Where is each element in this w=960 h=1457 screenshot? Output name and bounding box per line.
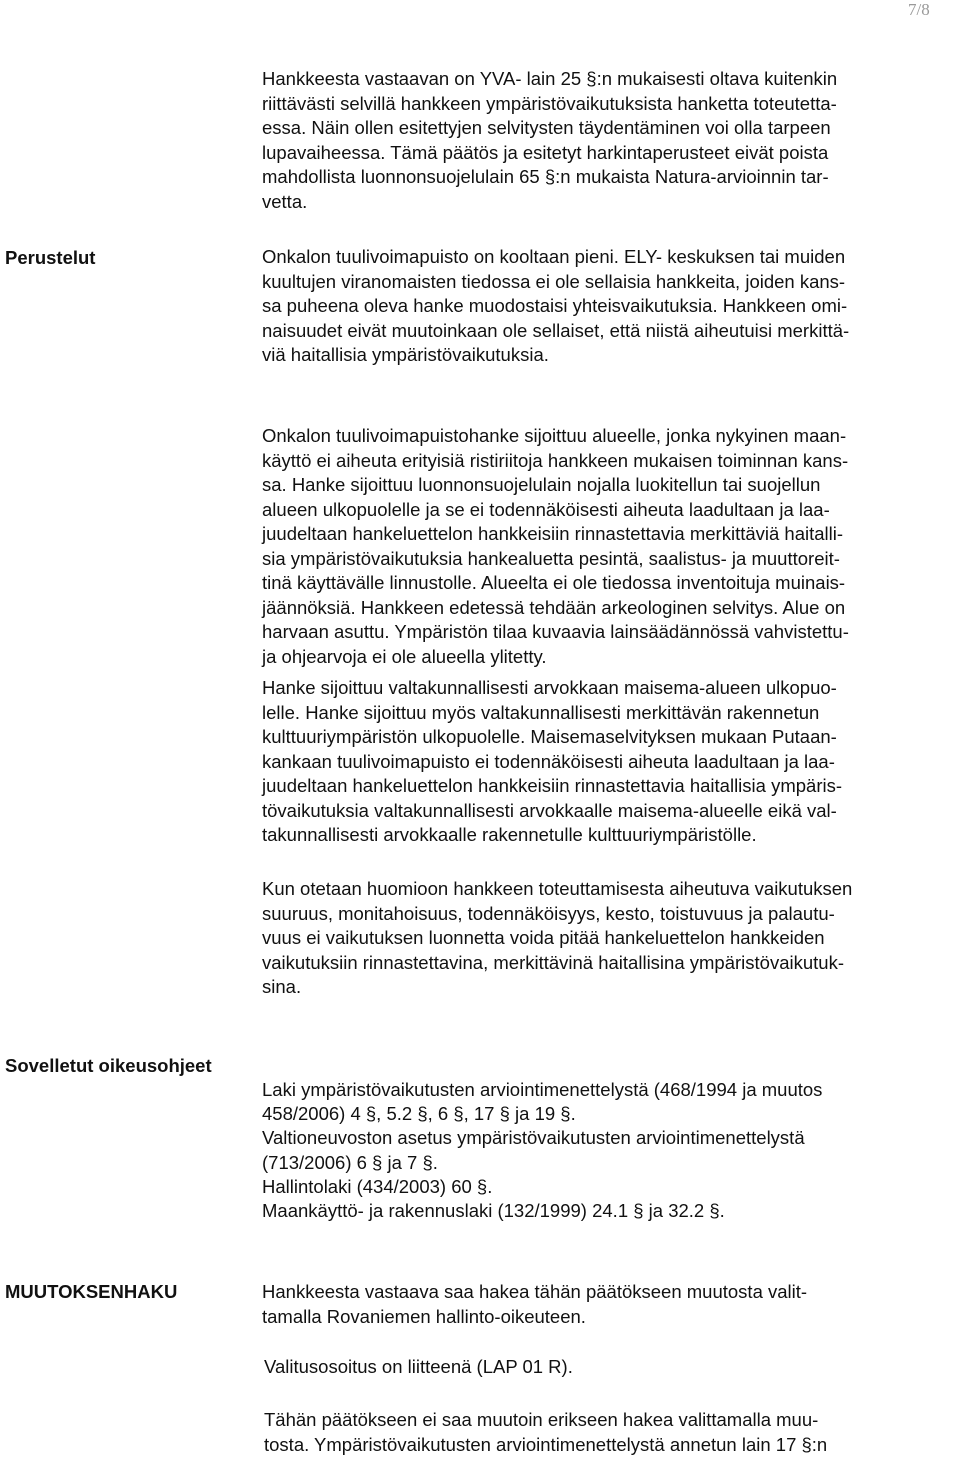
perustelut-paragraph-1 [262,245,960,368]
text-line: Hallintolaki (434/2003) 60 §. [262,1175,493,1197]
perustelut-paragraph-3 [262,676,960,848]
text-line: lupavaiheessa. Tämä päätös ja esitetyt harkintaperusteet eivät poista [262,141,829,163]
text-line: naisuudet eivät muutoinkaan ole sellaiset, että niistä aiheutuisi merkittä- [262,319,850,341]
text-line: sina. [262,976,302,997]
text-line: sa puheena oleva hanke muodostaisi yhteisvaikutuksia. Hankkeen omi- [262,295,848,316]
text-line: Kun otetaan huomioon hankkeen toteuttamisesta aiheutuva vaikutuksen [262,878,853,899]
text-line: tinä käyttävälle linnustolle. Alueelta ei ole tiedossa inventoituja muinais- [262,572,846,593]
text-line: alueen ulkopuolelle ja se ei todennäköisesti aiheuta laadultaan ja laa- [262,498,830,520]
text-line: tosta. Ympäristövaikutusten arviointimenettelystä annetun lain 17 §:n [264,1433,828,1455]
text-line: ja ohjearvoja ei ole alueella ylitetty. [262,645,547,667]
text-line: juudeltaan hankeluettelon hankkeisiin rinnastettavia merkittäviä haitalli- [262,523,844,544]
text-line: Valitusosoitus on liitteenä (LAP 01 R). [264,1356,573,1377]
text-line: Hanke sijoittuu valtakunnallisesti arvokkaan maisema-alueen ulkopuo- [262,677,837,698]
text-line: vetta. [262,190,308,212]
text-line: harvaan asuttu. Ympäristön tilaa kuvaavia lainsäädännössä vahvistettu- [262,621,849,642]
text-line: Tähän päätökseen ei saa muutoin erikseen hakea valittamalla muu- [264,1409,819,1430]
muutoksenhaku-paragraph-3 [264,1408,960,1457]
text-line: juudeltaan hankeluettelon hankkeisiin rinnastettavia haitallisia ympäris- [262,775,843,796]
text-line: riittävästi selvillä hankkeen ympäristövaikutuksista hanketta toteutetta- [262,92,837,114]
muutoksenhaku-paragraph-2 [264,1355,960,1380]
text-line: kankaan tuulivoimapuisto ei todennäköisesti aiheuta laadultaan ja laa- [262,750,835,772]
text-line: vaikutuksiin rinnastettavina, merkittävinä haitallisina ympäristövaikutuk- [262,951,844,973]
text-line: Hankkeesta vastaava saa hakea tähän päätökseen muutosta valit- [262,1281,808,1302]
text-line: lelle. Hanke sijoittuu myös valtakunnallisesti merkittävän rakennetun [262,701,820,723]
text-line: sa. Hanke sijoittuu luonnonsuojelulain nojalla luokitellun tai suojellun [262,474,821,495]
text-line: essa. Näin ollen esitettyjen selvitysten täydentäminen voi olla tarpeen [262,117,831,138]
perustelut-paragraph-4 [262,877,960,1000]
text-line: sia ympäristövaikutuksia hankealuetta pesintä, saalistus- ja muuttoreit- [262,547,840,569]
text-line: Hankkeesta vastaavan on YVA- lain 25 §:n mukaisesti oltava kuitenkin [262,68,838,89]
text-line: (713/2006) 6 § ja 7 §. [262,1151,438,1173]
text-line: jäännöksiä. Hankkeen edetessä tehdään arkeologinen selvitys. Alue on [262,596,846,618]
text-line: tövaikutuksia valtakunnallisesti arvokkaalle maisema-alueelle eikä val- [262,799,837,821]
intro-paragraph [262,67,960,214]
sovelletut-oikeusohjeet-heading: Sovelletut oikeusohjeet [5,1055,212,1076]
text-line: Valtioneuvoston asetus ympäristövaikutusten arviointimenettelystä [262,1127,805,1149]
text-line: Laki ympäristövaikutusten arviointimenettelystä (468/1994 ja muutos [262,1079,823,1100]
text-line: Onkalon tuulivoimapuisto on kooltaan pieni. ELY- keskuksen tai muiden [262,246,846,267]
perustelut-heading: Perustelut [5,247,96,268]
text-line: mahdollista luonnonsuojelulain 65 §:n mukaista Natura-arvioinnin tar- [262,166,829,187]
perustelut-paragraph-2 [262,424,960,669]
text-line: tamalla Rovaniemen hallinto-oikeuteen. [262,1305,586,1327]
text-line: kulttuuriympäristön ulkopuolelle. Maisemaselvityksen mukaan Putaan- [262,726,837,747]
text-line: Maankäyttö- ja rakennuslaki (132/1999) 24.1 § ja 32.2 §. [262,1200,725,1222]
text-line: kuultujen viranomaisten tiedossa ei ole sellaisia hankkeita, joiden kans- [262,270,846,292]
sovelletut-oikeusohjeet-list [262,1078,960,1223]
muutoksenhaku-heading: MUUTOKSENHAKU [5,1281,178,1302]
text-line: 458/2006) 4 §, 5.2 §, 6 §, 17 § ja 19 §. [262,1103,576,1125]
text-line: käyttö ei aiheuta erityisiä ristiriitoja hankkeen mukaisen toiminnan kans- [262,449,849,471]
text-line: viä haitallisia ympäristövaikutuksia. [262,344,549,365]
text-line: Onkalon tuulivoimapuistohanke sijoittuu alueelle, jonka nykyinen maan- [262,425,847,446]
text-line: takunnallisesti arvokkaalle rakennetulle kulttuuriympäristölle. [262,824,757,845]
muutoksenhaku-paragraph-1 [262,1280,960,1329]
text-line: vuus ei vaikutuksen luonnetta voida pitää hankeluettelon hankkeiden [262,927,825,948]
page-number: 7/8 [908,0,930,19]
text-line: suuruus, monitahoisuus, todennäköisyys, kesto, toistuvuus ja palautu- [262,902,835,924]
